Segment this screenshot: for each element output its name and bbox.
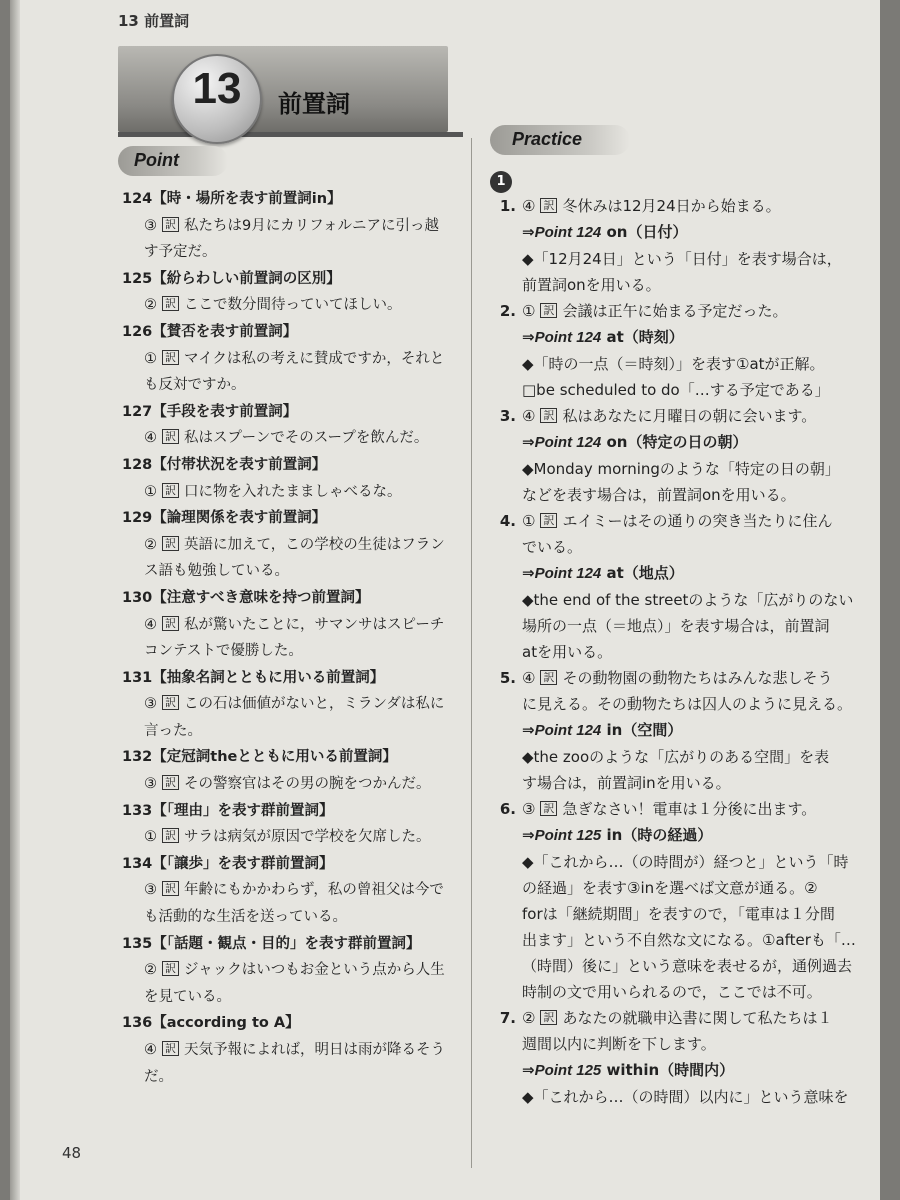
answer-number: ③ [144, 882, 157, 899]
translation-tag: 訳 [162, 296, 179, 311]
point-topic: in（空間） [606, 721, 683, 739]
point-reference [522, 717, 860, 744]
point-item-answer [122, 479, 462, 506]
point-item [122, 452, 462, 505]
practice-question [490, 1005, 860, 1110]
translation-continuation: に見える。その動物たちは囚人のように見える。 [522, 695, 853, 713]
point-label: Point 124 [534, 434, 602, 451]
answer-number: ① [522, 512, 536, 530]
translation-tag: 訳 [162, 350, 179, 365]
point-item-answer [122, 612, 462, 639]
point-item-heading: 131【抽象名詞とともに用いる前置詞】 [122, 669, 385, 686]
explanation-line: atを用いる。 [522, 643, 613, 661]
explanation-line: （時間）後に」という意味を表せるが，通例過去 [522, 957, 853, 975]
point-label: Point 124 [534, 224, 602, 241]
translation-tag: 訳 [162, 961, 179, 976]
translation-text: 英語に加えて，この学校の生徒はフラン [184, 536, 445, 553]
translation-tag: 訳 [540, 198, 557, 213]
question-number: 1. [499, 197, 516, 215]
point-topic: at（地点） [606, 564, 684, 582]
translation-text: この石は価値がないと，ミランダは私に [184, 696, 445, 713]
answer-number: ④ [144, 430, 157, 447]
point-reference [522, 560, 860, 587]
explanation-line: ◆「これから…（の時間）以内に」という意味を [522, 1088, 849, 1106]
answer-number: ③ [522, 800, 536, 818]
translation-text: 私たちは9月にカリフォルニアに引っ越 [184, 217, 439, 234]
point-reference [522, 1057, 860, 1084]
point-label: Point 125 [534, 1062, 602, 1079]
translation-continuation: だ。 [144, 1068, 173, 1085]
answer-number: ① [144, 829, 157, 846]
point-label: Point 124 [534, 722, 602, 739]
point-item-answer [122, 292, 462, 319]
point-item [122, 505, 462, 585]
question-number: 6. [499, 800, 516, 818]
point-topic: on（日付） [606, 223, 688, 241]
question-body [522, 508, 860, 665]
point-item-answer [122, 877, 462, 904]
question-answer-line [522, 298, 860, 324]
point-item [122, 319, 462, 399]
point-label: Point 124 [534, 329, 602, 346]
arrow-icon: ⇒ [522, 223, 535, 241]
translation-tag: 訳 [540, 1010, 557, 1025]
point-label: Point 125 [534, 827, 602, 844]
explanation-line: ◆the end of the streetのような「広がりのない [522, 591, 854, 609]
column-divider [471, 138, 472, 1168]
translation-tag: 訳 [162, 775, 179, 790]
question-number: 3. [499, 407, 516, 425]
point-topic: in（時の経過） [606, 826, 713, 844]
answer-number: ④ [144, 1042, 157, 1058]
point-item-answer [122, 346, 462, 373]
explanation-line: ◆Monday morningのような「特定の日の朝」 [522, 460, 840, 478]
practice-column [490, 167, 860, 1110]
point-item-answer [122, 532, 462, 559]
answer-number: ② [144, 962, 157, 979]
translation-continuation: 言った。 [144, 722, 202, 739]
point-item-heading: 135【「話題・観点・目的」を表す群前置詞】 [122, 935, 421, 952]
translation-continuation: す予定だ。 [144, 244, 217, 261]
translation-text: サラは病気が原因で学校を欠席した。 [184, 829, 431, 846]
point-item [122, 798, 462, 851]
chapter-title: 前置詞 [278, 90, 350, 118]
point-item-answer [122, 957, 462, 984]
point-item [122, 585, 462, 665]
question-body [522, 1005, 860, 1110]
point-item-heading: 129【論理関係を表す前置詞】 [122, 510, 327, 527]
chapter-number: 13 [192, 64, 242, 113]
translation-tag: 訳 [162, 881, 179, 896]
translation-text: エイミーはその通りの突き当たりに住ん [562, 512, 833, 530]
answer-number: ② [522, 1009, 536, 1027]
section-number-badge: 1 [490, 171, 512, 193]
answer-number: ① [144, 483, 157, 500]
question-body [522, 298, 860, 403]
practice-question [490, 508, 860, 665]
translation-text: 私はスプーンでそのスープを飲んだ。 [184, 430, 429, 447]
question-body [522, 665, 860, 796]
translation-tag: 訳 [162, 695, 179, 710]
answer-number: ④ [522, 669, 536, 687]
question-answer-line [522, 193, 860, 219]
point-item [122, 266, 462, 319]
page-number: 48 [62, 1144, 82, 1162]
translation-continuation: コンテストで優勝した。 [144, 643, 303, 660]
translation-tag: 訳 [162, 828, 179, 843]
point-item-heading: 127【手段を表す前置詞】 [122, 403, 298, 420]
answer-number: ① [522, 302, 536, 320]
translation-continuation: でいる。 [522, 538, 583, 556]
practice-question [490, 193, 860, 298]
running-header: 13 前置詞 [118, 12, 190, 30]
question-number: 4. [499, 512, 516, 530]
point-column [122, 186, 462, 1090]
practice-question [490, 796, 860, 1005]
question-answer-line [522, 665, 860, 691]
translation-tag: 訳 [162, 217, 179, 232]
textbook-page [10, 0, 880, 1200]
explanation-line: 時制の文で用いられるので，ここでは不可。 [522, 983, 822, 1001]
point-item-answer [122, 425, 462, 452]
translation-continuation: 週間以内に判断を下します。 [522, 1035, 716, 1053]
translation-text: その動物園の動物たちはみんな悲しそう [562, 669, 833, 687]
explanation-line: ◆「時の一点（＝時刻）」を表す①atが正解。 [522, 355, 825, 373]
translation-tag: 訳 [162, 483, 179, 498]
point-topic: within（時間内） [606, 1061, 735, 1079]
translation-continuation: ス語も勉強している。 [144, 563, 289, 580]
explanation-line: す場合は，前置詞inを用いる。 [522, 774, 731, 792]
translation-tag: 訳 [540, 513, 557, 528]
translation-text: 天気予報によれば，明日は雨が降るそう [184, 1042, 445, 1058]
explanation-line: ◆the zooのような「広がりのある空間」を表 [522, 748, 830, 766]
point-reference [522, 219, 860, 246]
page-edge [10, 0, 20, 1200]
answer-number: ② [144, 297, 157, 314]
question-answer-line [522, 1005, 860, 1031]
arrow-icon: ⇒ [522, 721, 535, 739]
point-item-answer [122, 824, 462, 851]
answer-number: ④ [144, 616, 157, 633]
point-topic: on（特定の日の朝） [606, 433, 748, 451]
explanation-line: の経過」を表す③inを選べば文意が通る。② [522, 879, 818, 897]
explanation-line: 出ます」という不自然な文になる。①afterも「… [522, 931, 856, 949]
explanation-line: などを表す場合は，前置詞onを用いる。 [522, 486, 796, 504]
translation-tag: 訳 [162, 536, 179, 551]
translation-text: その警察官はその男の腕をつかんだ。 [184, 776, 431, 793]
translation-tag: 訳 [540, 670, 557, 685]
point-reference [522, 429, 860, 456]
point-item-heading: 124【時・場所を表す前置詞in】 [122, 191, 342, 207]
answer-number: ① [144, 350, 157, 367]
arrow-icon: ⇒ [522, 433, 535, 451]
arrow-icon: ⇒ [522, 564, 535, 582]
arrow-icon: ⇒ [522, 826, 535, 844]
answer-number: ④ [522, 407, 536, 425]
question-body [522, 403, 860, 508]
question-answer-line [522, 403, 860, 429]
translation-text: あなたの就職申込書に関して私たちは１ [562, 1009, 833, 1027]
point-item-answer [122, 213, 462, 240]
explanation-line: □be scheduled to do「…する予定である」 [522, 381, 830, 399]
translation-text: 口に物を入れたまましゃべるな。 [184, 483, 402, 500]
point-heading: Point [134, 150, 179, 170]
translation-text: 私が驚いたことに，サマンサはスピーチ [184, 616, 445, 633]
translation-tag: 訳 [540, 303, 557, 318]
explanation-line: forは「継続期間」を表すので，「電車は１分間 [522, 905, 835, 923]
point-item-answer [122, 771, 462, 798]
translation-continuation: も活動的な生活を送っている。 [144, 909, 347, 926]
point-item-heading: 132【定冠詞theとともに用いる前置詞】 [122, 749, 397, 766]
question-number: 5. [499, 669, 516, 687]
translation-text: 冬休みは12月24日から始まる。 [562, 197, 781, 215]
point-item [122, 931, 462, 1011]
translation-continuation: も反対ですか。 [144, 377, 246, 394]
arrow-icon: ⇒ [522, 328, 535, 346]
translation-tag: 訳 [162, 1041, 179, 1056]
translation-text: 急ぎなさい！電車は１分後に出ます。 [562, 800, 817, 818]
point-item [122, 665, 462, 745]
explanation-line: 場所の一点（＝地点）」を表す場合は，前置詞 [522, 617, 830, 635]
practice-section-marker [490, 167, 860, 193]
explanation-line: ◆「これから…（の時間が）経つと」という「時 [522, 853, 849, 871]
point-item [122, 186, 462, 266]
practice-question [490, 665, 860, 796]
translation-text: 私はあなたに月曜日の朝に会います。 [562, 407, 817, 425]
question-answer-line [522, 508, 860, 534]
practice-question [490, 298, 860, 403]
point-item-heading: 125【紛らわしい前置詞の区別】 [122, 270, 341, 287]
banner-underline [118, 132, 463, 137]
point-item-heading: 128【付帯状況を表す前置詞】 [122, 456, 327, 473]
point-item-answer [122, 1037, 462, 1064]
question-number: 2. [499, 302, 516, 320]
answer-number: ② [144, 536, 157, 553]
explanation-line: 前置詞onを用いる。 [522, 276, 661, 294]
point-item [122, 399, 462, 452]
translation-continuation: を見ている。 [144, 988, 231, 1005]
translation-tag: 訳 [540, 408, 557, 423]
point-item-heading: 130【注意すべき意味を持つ前置詞】 [122, 589, 370, 606]
translation-text: ジャックはいつもお金という点から人生 [184, 962, 445, 979]
question-answer-line [522, 796, 860, 822]
point-reference [522, 324, 860, 351]
answer-number: ③ [144, 776, 157, 793]
translation-tag: 訳 [162, 429, 179, 444]
question-body [522, 796, 860, 1005]
translation-text: ここで数分間待っていてほしい。 [184, 297, 402, 314]
point-item [122, 744, 462, 797]
point-item-heading: 136【according to A】 [122, 1015, 300, 1032]
question-number: 7. [499, 1009, 516, 1027]
translation-text: 年齢にもかかわらず，私の曾祖父は今で [184, 882, 444, 899]
point-item-heading: 133【「理由」を表す群前置詞】 [122, 802, 334, 819]
arrow-icon: ⇒ [522, 1061, 535, 1079]
answer-number: ④ [522, 197, 536, 215]
translation-tag: 訳 [162, 616, 179, 631]
point-reference [522, 822, 860, 849]
explanation-line: ◆「12月24日」という「日付」を表す場合は， [522, 250, 842, 268]
translation-text: マイクは私の考えに賛成ですか，それと [184, 350, 445, 367]
translation-tag: 訳 [540, 801, 557, 816]
translation-text: 会議は正午に始まる予定だった。 [562, 302, 788, 320]
answer-number: ③ [144, 217, 157, 234]
practice-heading: Practice [512, 129, 583, 149]
practice-question [490, 403, 860, 508]
point-item-heading: 134【「譲歩」を表す群前置詞】 [122, 855, 334, 872]
answer-number: ③ [144, 696, 157, 713]
point-item [122, 851, 462, 931]
point-item-answer [122, 691, 462, 718]
point-item [122, 1010, 462, 1090]
point-item-heading: 126【賛否を表す前置詞】 [122, 323, 298, 340]
point-topic: at（時刻） [606, 328, 684, 346]
point-label: Point 124 [534, 565, 602, 582]
question-body [522, 193, 860, 298]
